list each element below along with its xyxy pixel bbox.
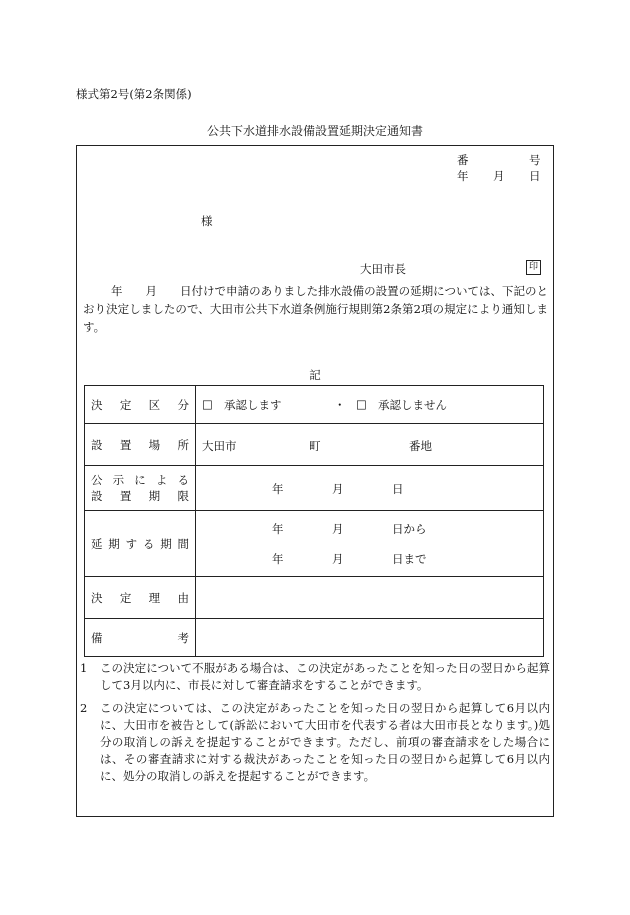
table-row	[85, 577, 544, 619]
remarks-label: 備 考	[91, 630, 189, 645]
location-town: 町	[309, 439, 321, 453]
note-item	[80, 700, 550, 785]
decision-label-cell	[85, 386, 196, 424]
date-month: 月	[493, 169, 505, 183]
table-row	[85, 466, 544, 511]
addressee-suffix: 様	[201, 214, 213, 228]
form-number: 様式第2号(第2条関係)	[76, 87, 192, 101]
document-title: 公共下水道排水設備設置延期決定通知書	[206, 124, 423, 138]
reject-label: 承認しません	[378, 398, 447, 412]
deadline-label-line1: 公 示 に よ る	[91, 473, 189, 487]
approve-checkbox[interactable]: □	[202, 397, 213, 411]
period-from-year: 年	[272, 522, 284, 536]
table-row	[85, 511, 544, 577]
number-suffix: 号	[529, 153, 541, 167]
location-label: 設 置 場 所	[91, 437, 189, 452]
note-number: 1	[80, 661, 88, 675]
deadline-value-cell	[196, 466, 544, 511]
location-value-cell	[196, 424, 544, 466]
deadline-label-cell	[85, 466, 196, 511]
option-separator: ・	[334, 398, 346, 412]
note-item	[80, 660, 550, 694]
reason-value-cell[interactable]	[196, 577, 544, 619]
reason-label-cell	[85, 577, 196, 619]
period-to-day: 日まで	[392, 552, 427, 566]
location-label-cell	[85, 424, 196, 466]
reason-label: 決 定 理 由	[91, 590, 189, 605]
approve-label: 承認します	[224, 398, 282, 412]
period-value-cell	[196, 511, 544, 577]
date-day: 日	[529, 169, 541, 183]
decision-value-cell	[196, 386, 544, 424]
decision-label: 決 定 区 分	[91, 397, 189, 412]
date-year: 年	[457, 169, 469, 183]
decision-table	[84, 385, 544, 657]
body-text: 年 月 日付けで申請のありました排水設備の設置の延期については、下記のとおり決定しましたので、大田市公共下水道条例施行規則第2条第2項の規定により通知します。	[83, 284, 548, 334]
note-text: この決定については、この決定があったことを知った日の翌日から起算して6月以内に、大田市を被告として(訴訟において大田市を代表する者は大田市長となります。)処分の取消しの訴えを提起することができます。ただし、前項の審査請求をした場合には、その審査請求に対する裁決があったことを知った日の翌日から起算して6月以内に、処分の取消しの訴えを提起することができます。	[100, 701, 550, 783]
period-from-day: 日から	[392, 522, 427, 536]
deadline-label-line2: 設 置 期 限	[91, 489, 189, 503]
location-city: 大田市	[202, 439, 237, 453]
seal-mark: 印	[526, 260, 541, 275]
note-number: 2	[80, 701, 88, 715]
table-row	[85, 619, 544, 657]
period-to-month: 月	[332, 552, 344, 566]
period-to-year: 年	[272, 552, 284, 566]
table-row	[85, 424, 544, 466]
reject-checkbox[interactable]: □	[356, 397, 367, 411]
remarks-label-cell	[85, 619, 196, 657]
period-from-month: 月	[332, 522, 344, 536]
period-label-cell	[85, 511, 196, 577]
note-text: この決定について不服がある場合は、この決定があったことを知った日の翌日から起算して3月以内に、市長に対して審査請求をすることができます。	[100, 661, 550, 692]
number-label: 番	[457, 153, 469, 167]
deadline-month: 月	[332, 482, 344, 496]
issuer-name: 大田市長	[360, 262, 406, 276]
ki-heading: 記	[309, 368, 321, 382]
period-label: 延 期 す る 期 間	[91, 536, 189, 551]
location-lot: 番地	[409, 439, 432, 453]
deadline-year: 年	[272, 482, 284, 496]
table-row	[85, 386, 544, 424]
deadline-day: 日	[392, 482, 404, 496]
notes-section	[80, 660, 550, 791]
remarks-value-cell[interactable]	[196, 619, 544, 657]
